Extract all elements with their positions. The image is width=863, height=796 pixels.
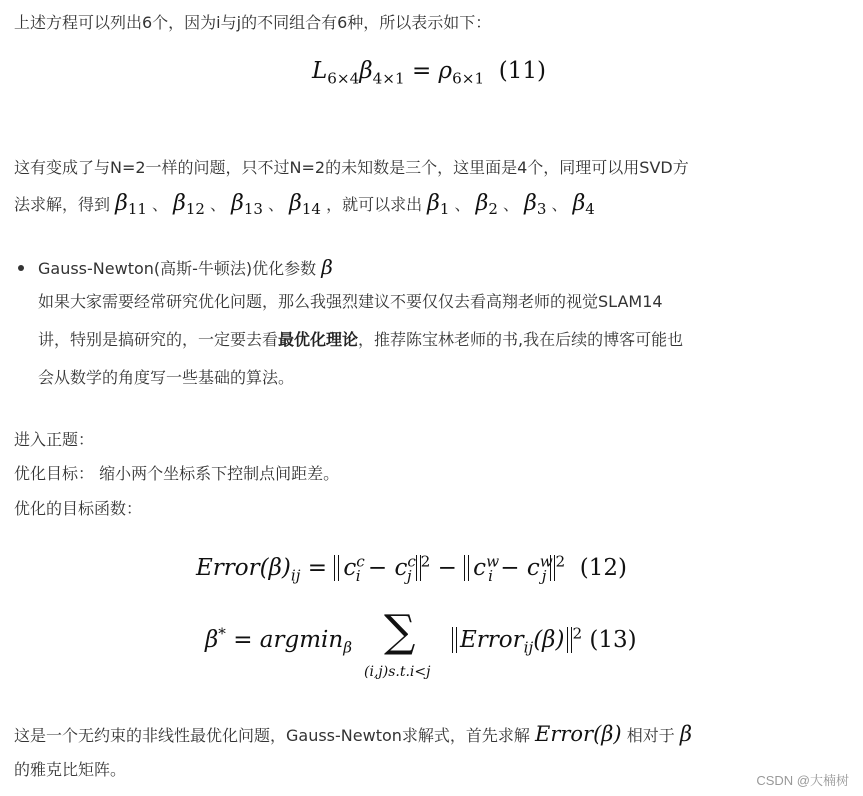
- bullet-dot: [18, 265, 24, 271]
- equation-13-number: (13): [589, 627, 637, 653]
- section-line1: 进入正题：: [14, 430, 95, 449]
- equation-13-right: Error$_{ij}$(β) $^2$ (13): [452, 627, 637, 653]
- summation-symbol: ∑: [384, 606, 416, 657]
- para2-line1: 这有变成了与N=2一样的问题，只不过N=2的未知数是三个，这里面是4个，同理可以用SVD方: [14, 158, 689, 177]
- equation-12: $Error(\beta)_{ij} = c^c_i - c^c_j^2 - c^w_i - c^w_j^2$ (12): [196, 552, 627, 585]
- csdn-watermark: CSDN @大楠树: [756, 773, 849, 788]
- section-line2: 优化目标： 缩小两个坐标系下控制点间距差。: [14, 464, 340, 483]
- equation-11-number: (11): [498, 58, 546, 84]
- intro-text: 上述方程可以列出6个，因为i与j的不同组合有6种，所以表示如下：: [14, 13, 492, 32]
- equation-13-left: β* = argmin$_\beta$: [205, 624, 352, 657]
- bullet-line2: 讲，特别是搞研究的，一定要去看最优化理论，推荐陈宝林老师的书,我在后续的博客可能也: [38, 330, 684, 349]
- bullet-line3: 会从数学的角度写一些基础的算法。: [38, 368, 295, 387]
- equation-12-number: (12): [579, 555, 627, 581]
- equation-11: $L_{6\times 4}\beta_{4\times 1} = \rho_{6\times 1}$ (11): [312, 58, 546, 88]
- bullet-title: Gauss-Newton(高斯-牛顿法)优化参数 β: [38, 255, 333, 279]
- final-line2: 的雅克比矩阵。: [14, 760, 127, 779]
- bullet-line1: 如果大家需要经常研究优化问题，那么我强烈建议不要仅仅去看高翔老师的视觉SLAM14: [38, 292, 663, 311]
- section-line3: 优化的目标函数：: [14, 499, 143, 518]
- bold-term: 最优化理论: [278, 330, 359, 349]
- para2-line2: 法求解，得到 $\beta_{11}$ 、 $\beta_{12}$ 、 $\beta_{13}$ 、 $\beta_{14}$ ，就可以求出 $\beta_1$ 、 $\beta_2$ 、 $\beta_3$ 、 $\beta_4$: [14, 191, 595, 219]
- summation-subscript: (i,j)s.t.i<j: [364, 664, 431, 680]
- final-line1: 这是一个无约束的非线性最优化问题，Gauss-Newton求解式，首先求解 Error(β) 相对于 β: [14, 722, 692, 746]
